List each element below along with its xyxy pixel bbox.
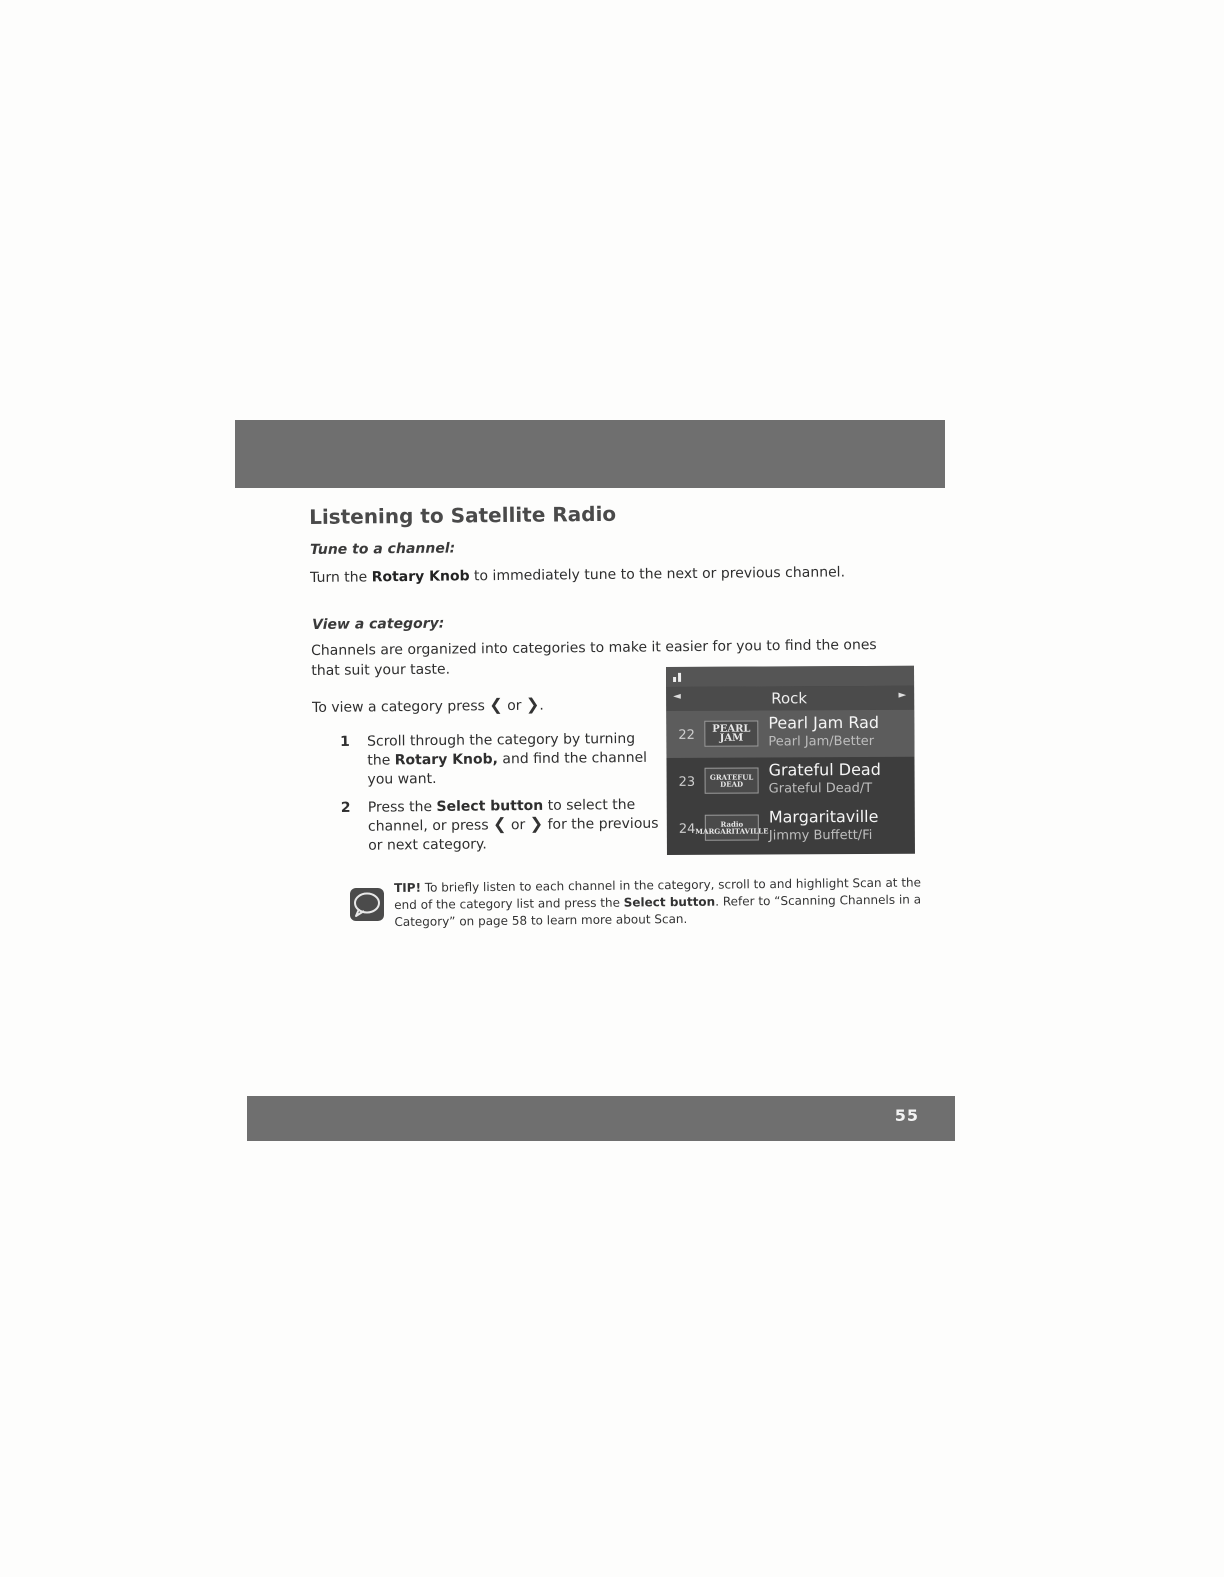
screen-category-bar: [666, 686, 914, 711]
step-text-post: for the previous or next category.: [368, 815, 659, 854]
arrow-left-icon: ◄: [673, 690, 681, 702]
channel-name: Grateful Dead: [768, 759, 881, 780]
screen-status-bar: [666, 666, 914, 687]
section-heading-tune: Tune to a channel:: [310, 540, 456, 558]
channel-artist: Grateful Dead/T: [768, 780, 873, 797]
tune-text-post: to immediately tune to the next or previous channel.: [469, 564, 846, 585]
view-text-pre: To view a category press: [312, 698, 485, 716]
step-number: 1: [340, 733, 350, 750]
step-text-mid: to select the channel, or press: [367, 796, 636, 835]
footer-bar: [247, 1096, 955, 1141]
chevron-left-icon: ❮: [489, 695, 503, 715]
step-number: 2: [340, 799, 351, 816]
select-button-term: Select button: [623, 894, 716, 910]
channel-artist: Pearl Jam/Better: [768, 733, 875, 750]
tip-text-pre: To briefly listen to each channel in the category, scroll to and highlight Scan at the end of the category list and press the: [394, 875, 922, 912]
channel-logo: PEARL JAM: [704, 721, 758, 747]
category-label: Rock: [771, 689, 808, 708]
chevron-right-icon: ❯: [525, 694, 540, 714]
signal-strength-icon: [673, 673, 683, 682]
view-category-line: [312, 694, 652, 718]
tip-label: TIP!: [394, 880, 422, 895]
category-text-line1: Channels are organized into categories to make it easier for you to find the ones: [311, 637, 877, 659]
page-title: Listening to Satellite Radio: [309, 501, 617, 529]
arrow-right-icon: ►: [898, 689, 907, 701]
header-bar: [235, 420, 945, 488]
step-bold-term: Select button: [436, 797, 544, 815]
section-heading-category: View a category:: [312, 615, 445, 633]
speech-bubble-icon: [350, 888, 384, 921]
view-text-end: .: [539, 697, 544, 714]
tune-text-pre: Turn the: [310, 569, 372, 586]
channel-row: [667, 804, 915, 852]
radio-screen-image: [666, 666, 915, 855]
step-bold-term: Rotary Knob,: [394, 751, 499, 769]
step-text-pre: Scroll through the category by turning the: [367, 730, 636, 769]
channel-number: 24: [678, 821, 696, 837]
step-text-or: or: [510, 817, 526, 834]
category-text-line2: that suit your taste.: [311, 661, 451, 679]
channel-row: [666, 757, 914, 805]
tip-text-post: . Refer to “Scanning Channels in a Category” on page 58 to learn more about Scan.: [394, 892, 922, 929]
step-text-post: and find the channel you want.: [367, 749, 648, 788]
step-text-pre: Press the: [367, 798, 437, 816]
step-item: [340, 730, 661, 790]
channel-name: Margaritaville: [768, 806, 879, 827]
channel-logo: Radio MARGARITAVILLE: [705, 815, 759, 841]
steps-list: [340, 730, 661, 865]
channel-number: 23: [678, 774, 696, 790]
chevron-left-icon: ❮: [492, 814, 507, 834]
step-item: [341, 796, 662, 856]
channel-logo: GRATEFUL DEAD: [705, 768, 759, 794]
channel-artist: Jimmy Buffett/Fi: [768, 827, 873, 844]
chevron-right-icon: ❯: [529, 813, 544, 834]
tune-paragraph: [310, 562, 910, 588]
channel-number: 22: [678, 727, 695, 743]
tip-paragraph: [394, 874, 925, 931]
rotary-knob-term: Rotary Knob: [371, 568, 470, 586]
channel-name: Pearl Jam Rad: [768, 712, 880, 733]
page-number: 55: [894, 1106, 919, 1125]
channel-row: [666, 710, 914, 758]
view-text-or: or: [507, 697, 522, 714]
